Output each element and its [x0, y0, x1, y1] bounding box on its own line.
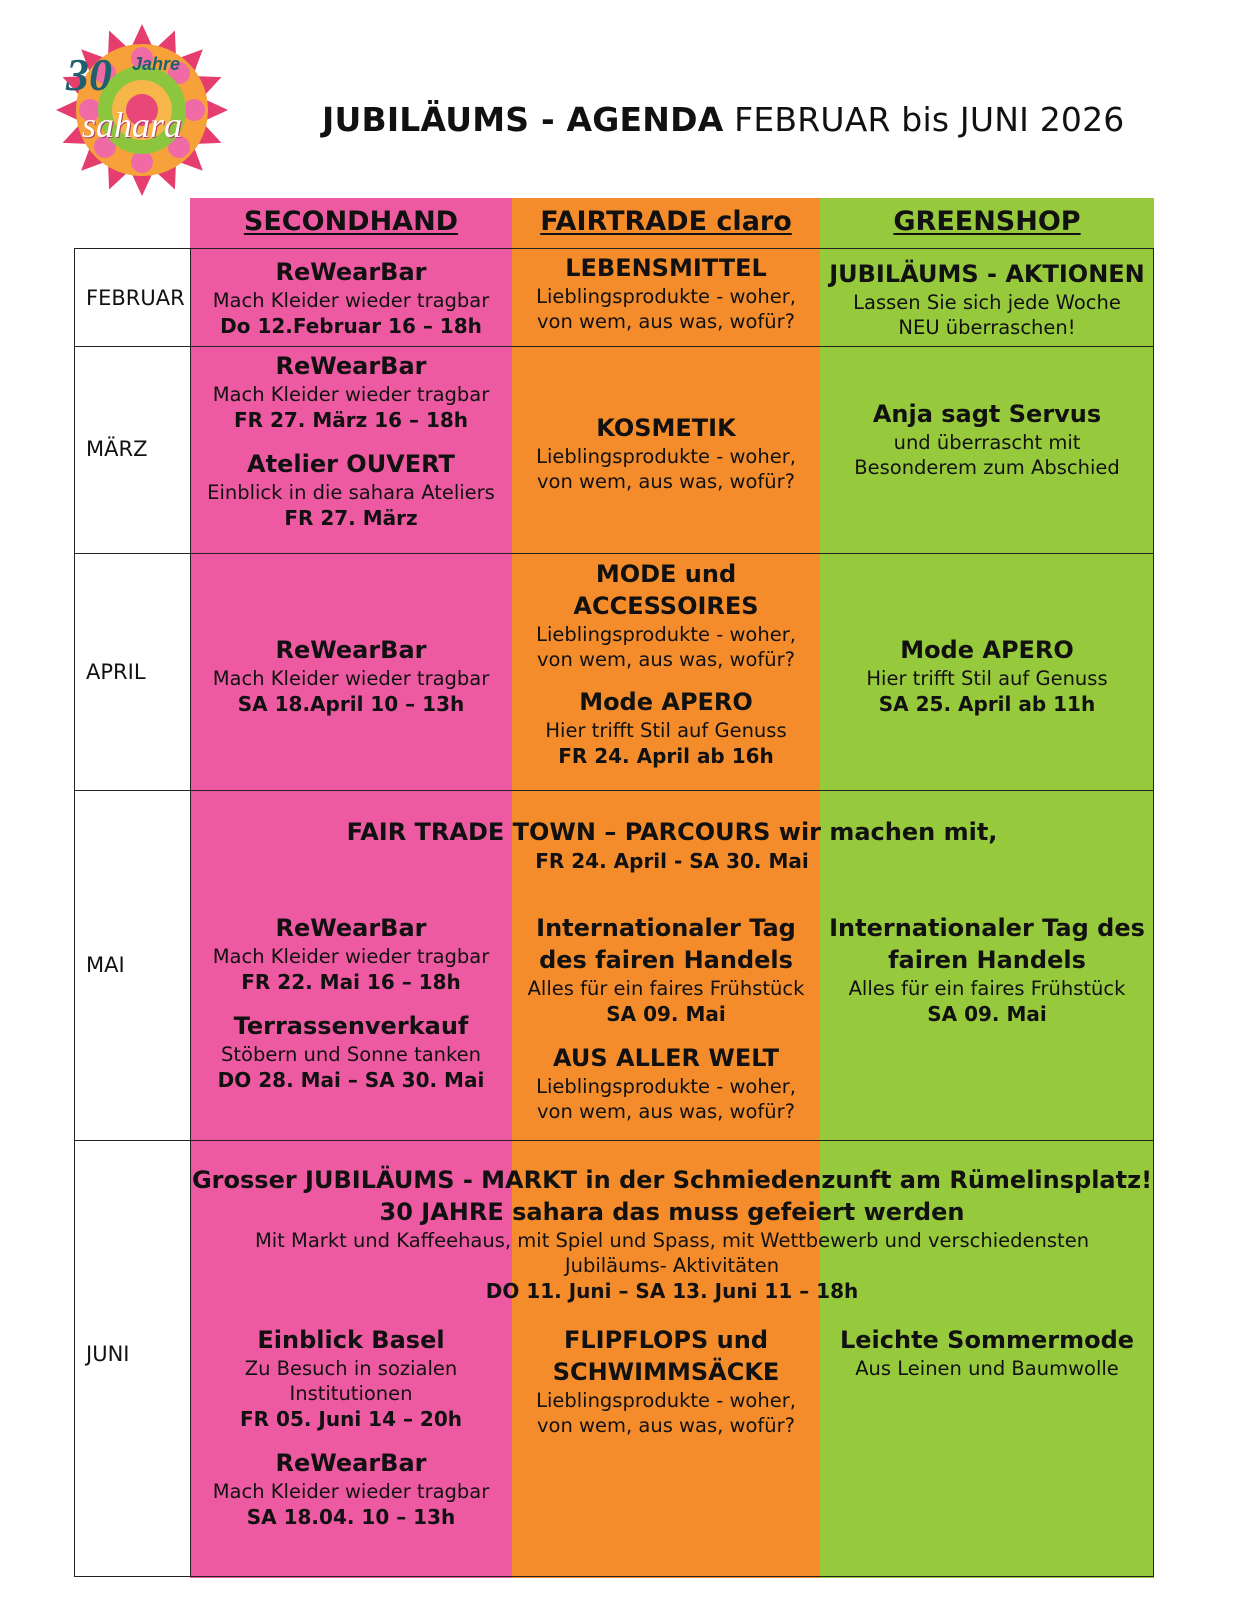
mai-greenshop-event — [820, 912, 1154, 1028]
mai-fairtrade-events — [512, 912, 820, 1124]
header-secondhand: SECONDHAND — [243, 206, 459, 237]
event-title: KOSMETIK — [596, 414, 736, 442]
mai-parcours-banner — [190, 816, 1154, 875]
event-title: JUBILÄUMS - AKTIONEN — [829, 260, 1145, 288]
apr-secondhand-event — [190, 634, 512, 718]
event-title: ReWearBar — [275, 1449, 427, 1477]
event-date: DO 28. Mai – SA 30. Mai — [217, 1068, 485, 1092]
event-title: Einblick Basel — [257, 1326, 445, 1354]
event-description: von wem, aus was, wofür? — [537, 310, 795, 333]
header-greenshop: GREENSHOP — [893, 206, 1081, 237]
event-date: FR 27. März 16 – 18h — [233, 408, 469, 432]
event-description: Mach Kleider wieder tragbar — [212, 383, 490, 406]
event-description: Besonderem zum Abschied — [854, 456, 1120, 479]
event-description: Lieblingsprodukte - woher, — [536, 1075, 796, 1098]
event-description: Mach Kleider wieder tragbar — [212, 945, 490, 968]
mar-fairtrade-event — [512, 412, 820, 494]
event-description: Alles für ein faires Frühstück — [527, 977, 805, 1000]
event-title: Internationaler Tag des — [829, 914, 1145, 942]
event-date: DO 11. Juni – SA 13. Juni 11 – 18h — [485, 1279, 859, 1303]
event-title: 30 JAHRE sahara das muss gefeiert werden — [379, 1198, 965, 1226]
event-date: SA 09. Mai — [606, 1002, 726, 1026]
event-title: fairen Handels — [888, 946, 1086, 974]
event-description: Mach Kleider wieder tragbar — [212, 667, 490, 690]
event-title: FAIR TRADE TOWN – PARCOURS wir machen mit, — [346, 818, 998, 846]
event-date: FR 24. April - SA 30. Mai — [535, 849, 809, 873]
feb-secondhand-event — [190, 256, 512, 340]
feb-fairtrade-event — [512, 252, 820, 334]
event-title: Mode APERO — [579, 688, 753, 716]
sahara-logo — [52, 18, 232, 198]
month-feb: FEBRUAR — [86, 286, 185, 310]
month-apr: APRIL — [86, 660, 146, 684]
event-description: und überrascht mit — [893, 431, 1081, 454]
row-divider — [74, 1576, 1154, 1577]
row-divider — [74, 790, 1154, 791]
row-divider — [74, 346, 1154, 347]
event-date: SA 25. April ab 11h — [878, 692, 1096, 716]
event-title: des fairen Handels — [539, 946, 793, 974]
event-description: von wem, aus was, wofür? — [537, 470, 795, 493]
event-description: Lieblingsprodukte - woher, — [536, 1389, 796, 1412]
event-title: ReWearBar — [275, 352, 427, 380]
event-date: Do 12.Februar 16 – 18h — [220, 314, 482, 338]
title-rest: FEBRUAR bis JUNI 2026 — [734, 100, 1125, 139]
logo-number: 30 — [66, 49, 112, 100]
event-date: SA 09. Mai — [927, 1002, 1047, 1026]
event-title: Anja sagt Servus — [872, 400, 1102, 428]
event-description: NEU überraschen! — [898, 316, 1076, 339]
title-bold: JUBILÄUMS - AGENDA — [322, 100, 724, 139]
jun-jubilaeumsmarkt-banner — [190, 1164, 1154, 1305]
event-date: SA 18.April 10 – 13h — [237, 692, 465, 716]
event-title: MODE und — [595, 560, 737, 588]
month-mar: MÄRZ — [86, 437, 148, 461]
mar-greenshop-event — [820, 398, 1154, 480]
table-border-left — [74, 248, 75, 1577]
event-description: Alles für ein faires Frühstück — [848, 977, 1126, 1000]
event-description: Lieblingsprodukte - woher, — [536, 623, 796, 646]
feb-greenshop-event — [820, 258, 1154, 340]
event-title: Terrassenverkauf — [233, 1012, 469, 1040]
row-divider — [74, 553, 1154, 554]
event-description: von wem, aus was, wofür? — [537, 1414, 795, 1437]
event-title: Atelier OUVERT — [247, 450, 455, 478]
event-description: Aus Leinen und Baumwolle — [855, 1357, 1119, 1380]
mandala-graphic — [52, 18, 232, 198]
event-description: von wem, aus was, wofür? — [537, 648, 795, 671]
event-title: ReWearBar — [275, 636, 427, 664]
apr-fairtrade-events — [512, 558, 820, 770]
event-description: von wem, aus was, wofür? — [537, 1100, 795, 1123]
event-description: Zu Besuch in sozialen — [244, 1357, 458, 1380]
page-title — [322, 100, 1124, 139]
event-description: Lassen Sie sich jede Woche — [853, 291, 1121, 314]
jun-fairtrade-event — [512, 1324, 820, 1438]
event-description: Hier trifft Stil auf Genuss — [545, 719, 787, 742]
event-title: Leichte Sommermode — [839, 1326, 1135, 1354]
jun-secondhand-events — [190, 1324, 512, 1531]
event-date: FR 22. Mai 16 – 18h — [241, 970, 461, 994]
mai-secondhand-events — [190, 912, 512, 1094]
event-description: Hier trifft Stil auf Genuss — [866, 667, 1108, 690]
event-description: Mit Markt und Kaffeehaus, mit Spiel und Spass, mit Wettbewerb und verschiedensten — [254, 1229, 1090, 1252]
event-date: FR 05. Juni 14 – 20h — [240, 1407, 462, 1431]
event-title: SCHWIMMSÄCKE — [552, 1358, 780, 1386]
event-title: ACCESSOIRES — [573, 592, 759, 620]
event-title: FLIPFLOPS und — [563, 1326, 769, 1354]
event-description: Jubiläums- Aktivitäten — [564, 1254, 780, 1277]
event-title: ReWearBar — [275, 258, 427, 286]
event-description: Einblick in die sahara Ateliers — [207, 481, 495, 504]
event-date: FR 27. März — [284, 506, 418, 530]
event-title: ReWearBar — [275, 914, 427, 942]
event-description: Lieblingsprodukte - woher, — [536, 445, 796, 468]
row-divider — [74, 248, 1154, 249]
event-title: Internationaler Tag — [536, 914, 796, 942]
event-title: AUS ALLER WELT — [553, 1044, 779, 1072]
event-description: Mach Kleider wieder tragbar — [212, 289, 490, 312]
event-date: SA 18.04. 10 – 13h — [246, 1505, 456, 1529]
month-jun: JUNI — [86, 1342, 130, 1366]
logo-brand: sahara — [82, 105, 183, 145]
event-description: Mach Kleider wieder tragbar — [212, 1480, 490, 1503]
event-title: LEBENSMITTEL — [565, 254, 767, 282]
month-mai: MAI — [86, 953, 125, 977]
header-fairtrade: FAIRTRADE claro — [540, 206, 792, 237]
event-title: Mode APERO — [900, 636, 1074, 664]
event-description: Institutionen — [289, 1382, 413, 1405]
event-description: Stöbern und Sonne tanken — [221, 1043, 481, 1066]
event-description: Lieblingsprodukte - woher, — [536, 285, 796, 308]
row-divider — [74, 1140, 1154, 1141]
event-title: Grosser JUBILÄUMS - MARKT in der Schmiedenzunft am Rümelinsplatz! — [191, 1166, 1153, 1194]
mar-secondhand-events — [190, 350, 512, 532]
event-date: FR 24. April ab 16h — [558, 744, 774, 768]
apr-greenshop-event — [820, 634, 1154, 718]
logo-jahre: Jahre — [132, 54, 181, 74]
jun-greenshop-event — [820, 1324, 1154, 1381]
